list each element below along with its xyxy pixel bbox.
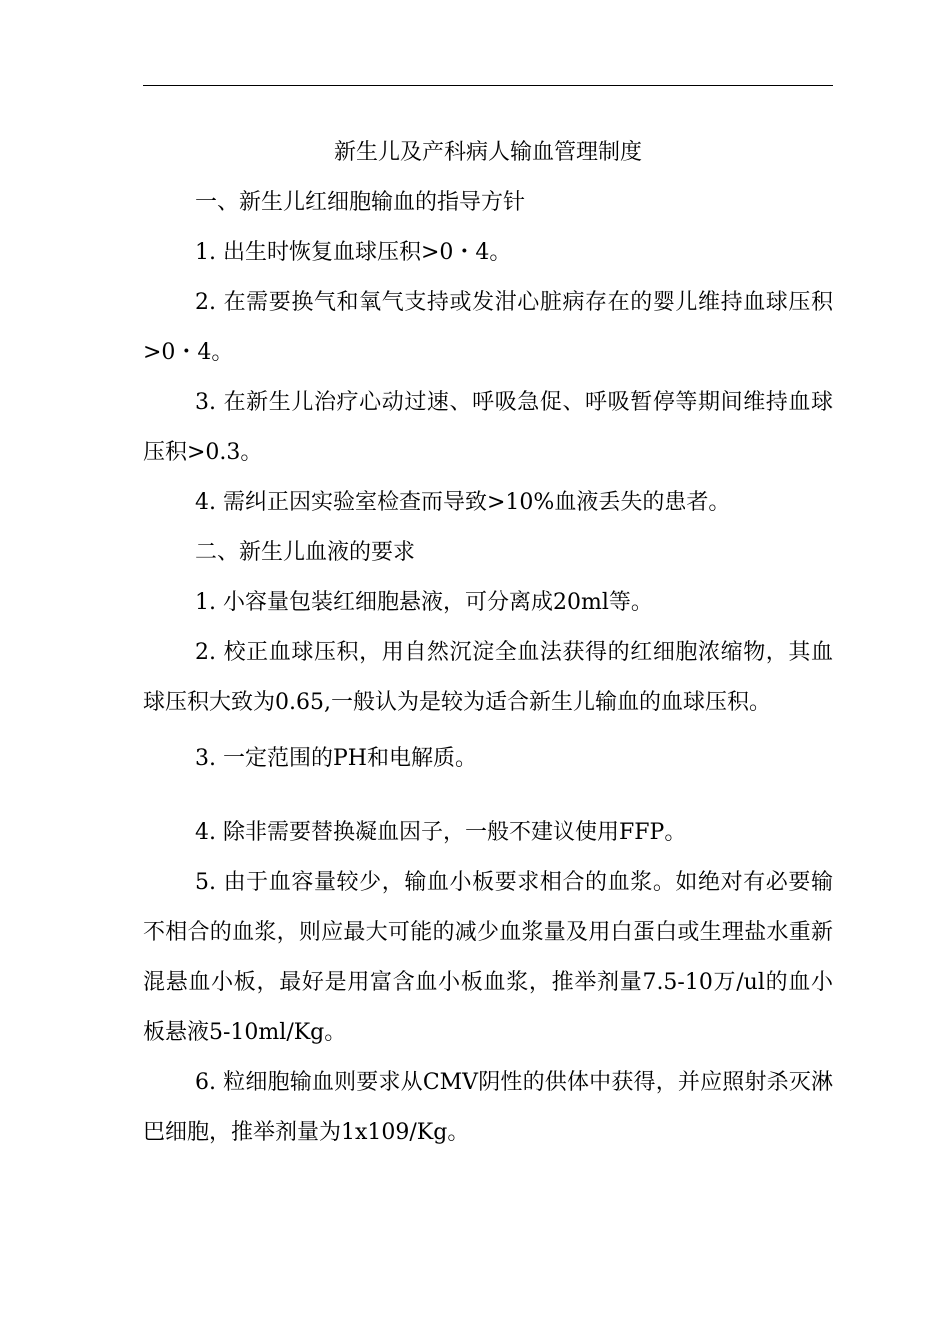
spacer [143, 784, 833, 808]
document-body [143, 128, 833, 1158]
paragraph: 1. 小容量包装红细胞悬液，可分离成20ml等。 [195, 590, 653, 615]
paragraph: 2. 校正血球压积，用自然沉淀全血法获得的红细胞浓缩物，其血球压积大致为0.65,一般认为是较为适合新生儿输血的血球压积。 [143, 640, 833, 715]
paragraph: 5. 由于血容量较少，输血小板要求相合的血浆。如绝对有必要输不相合的血浆，则应最大可能的减少血浆量及用白蛋白或生理盐水重新混悬血小板，最好是用富含血小板血浆，推举剂量7.5-10万/ul的血小板悬液5-10ml/Kg。 [143, 870, 833, 1045]
paragraph: 2. 在需要换气和氧气支持或发泔心脏病存在的婴儿维持血球压积>0・4。 [143, 290, 833, 365]
section-heading-2: 二、新生儿血液的要求 [195, 540, 416, 565]
header-rule [143, 85, 833, 86]
paragraph: 3. 一定范围的PH和电解质。 [195, 746, 477, 771]
paragraph: 4. 除非需要替换凝血因子，一般不建议使用FFP。 [195, 820, 687, 845]
paragraph: 3. 在新生儿治疗心动过速、呼吸急促、呼吸暂停等期间维持血球压积>0.3。 [143, 390, 833, 465]
document-title: 新生儿及产科病人输血管理制度 [333, 140, 642, 165]
section-heading-1: 一、新生儿红细胞输血的指导方针 [195, 190, 526, 215]
paragraph: 6. 粒细胞输血则要求从CMV阴性的供体中获得，并应照射杀灭淋巴细胞，推举剂量为1x109/Kg。 [143, 1070, 833, 1145]
paragraph: 4. 需纠正因实验室检查而导致>10%血液丢失的患者。 [195, 490, 731, 515]
paragraph: 1. 出生时恢复血球压积>0・4。 [195, 240, 512, 265]
